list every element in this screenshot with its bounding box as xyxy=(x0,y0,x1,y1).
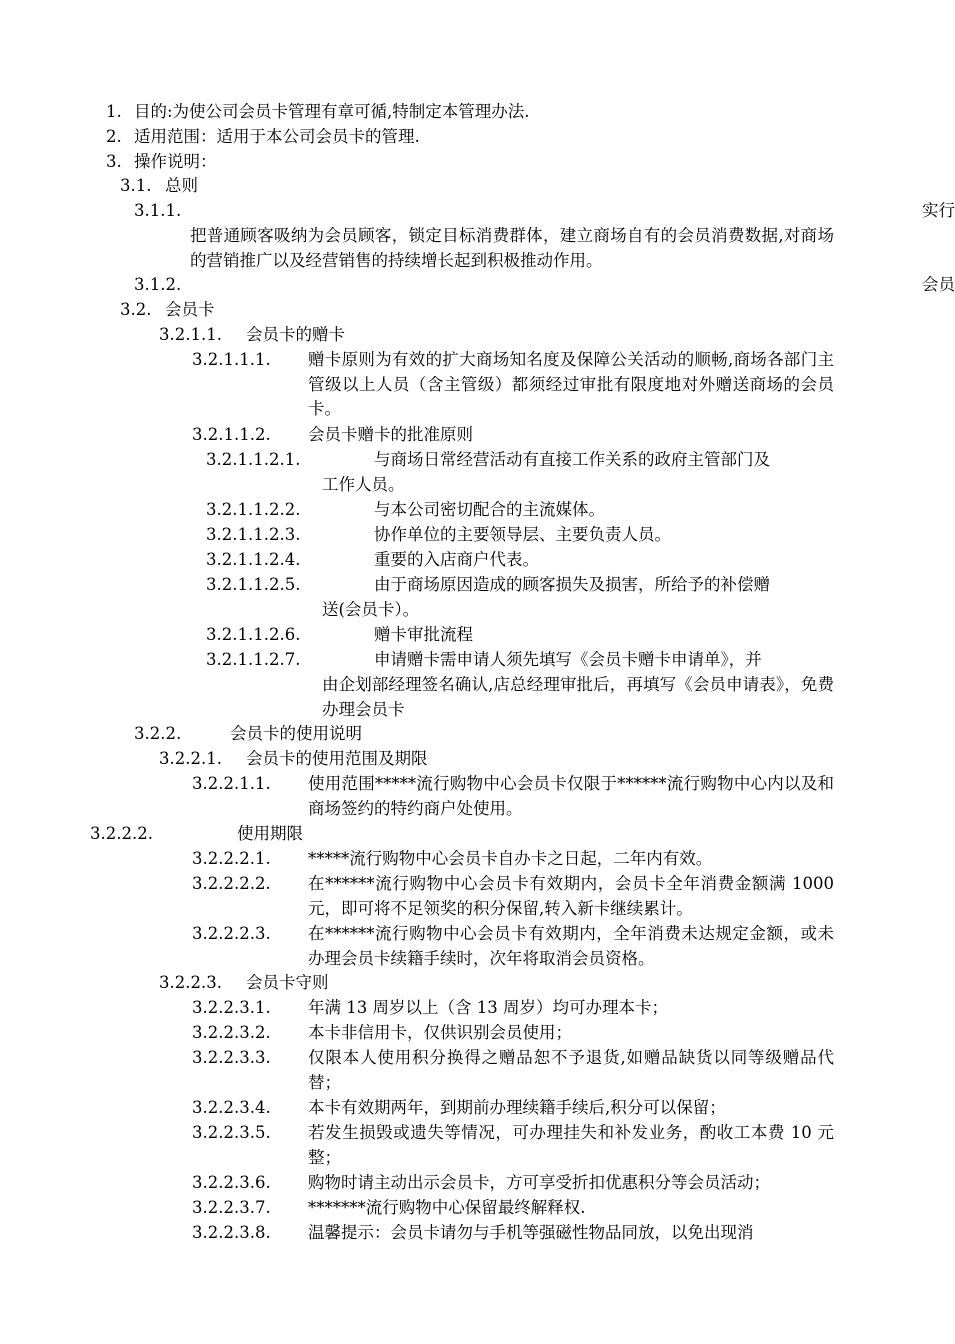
section-number: 3.2.2.3.4. xyxy=(192,1098,271,1117)
item-number: 3. xyxy=(106,152,122,171)
section-number: 3.1.2. xyxy=(134,275,182,294)
rule-text-cont: 工作人员。 xyxy=(322,475,405,494)
section-number: 3.2.2.2.2. xyxy=(192,874,271,893)
clipped-text: 实行 xyxy=(922,201,955,220)
section-number: 3.2.2.1. xyxy=(159,749,222,768)
item-text: *****流行购物中心会员卡自办卡之日起，二年内有效。 xyxy=(308,849,713,868)
rule-text: 协作单位的主要领导层、主要负责人员。 xyxy=(374,525,671,544)
rule-text: 申请赠卡需申请人须先填写《会员卡赠卡申请单》，并 xyxy=(374,650,762,669)
section-title: 会员卡的使用说明 xyxy=(230,724,362,743)
rule-text: 重要的入店商户代表。 xyxy=(374,550,539,569)
item-text: 本卡非信用卡，仅供识别会员使用； xyxy=(308,1023,572,1042)
section-number: 3.2.1.1.2. xyxy=(192,425,271,444)
rule-number: 3.2.1.1.2.6. xyxy=(206,625,301,644)
section-title: 会员卡赠卡的批准原则 xyxy=(308,425,473,444)
item-text: 操作说明： xyxy=(134,152,217,171)
paragraph: 若发生损毁或遗失等情况，可办理挂失和补发业务，酌收工本费 10 元整； xyxy=(308,1123,834,1167)
section-number: 3.2.2.3.2. xyxy=(192,1023,271,1042)
section-number: 3.2.2.3.5. xyxy=(192,1123,271,1142)
paragraph: 赠卡原则为有效的扩大商场知名度及保障公关活动的顺畅,商场各部门主管级以上人员（含主管级）都须经过审批有限度地对外赠送商场的会员卡。 xyxy=(308,350,834,418)
section-number: 3.2.1.1. xyxy=(159,325,222,344)
rule-number: 3.2.1.1.2.1. xyxy=(206,450,301,469)
item-text: *******流行购物中心保留最终解释权. xyxy=(308,1198,586,1217)
paragraph: 使用范围*****流行购物中心会员卡仅限于******流行购物中心内以及和商场签约的特约商户处使用。 xyxy=(308,774,834,818)
rule-text: 赠卡审批流程 xyxy=(374,625,473,644)
section-number: 3.2.2.3.8. xyxy=(192,1223,271,1242)
rule-text: 与商场日常经营活动有直接工作关系的政府主管部门及 xyxy=(374,450,770,469)
item-number: 2. xyxy=(106,127,122,146)
rule-text: 与本公司密切配合的主流媒体。 xyxy=(374,500,605,519)
rule-number: 3.2.1.1.2.3. xyxy=(206,525,301,544)
section-number: 3.2.2.3.7. xyxy=(192,1198,271,1217)
rule-text: 由于商场原因造成的顾客损失及损害，所给予的补偿赠 xyxy=(374,575,770,594)
item-text: 购物时请主动出示会员卡，方可享受折扣优惠积分等会员活动； xyxy=(308,1173,770,1192)
section-title: 会员卡的使用范围及期限 xyxy=(246,749,428,768)
section-number: 3.2.2. xyxy=(134,724,182,743)
section-number: 3.2.2.1.1. xyxy=(192,774,271,793)
section-number: 3.2.2.3.1. xyxy=(192,998,271,1017)
item-number: 1. xyxy=(106,102,122,121)
rule-number: 3.2.1.1.2.2. xyxy=(206,500,301,519)
section-title: 会员卡守则 xyxy=(246,973,329,992)
section-title: 使用期限 xyxy=(237,824,303,843)
section-number: 3.2.2.2.1. xyxy=(192,849,271,868)
section-number: 3.2.2.2. xyxy=(90,824,153,843)
item-text: 适用范围：适用于本公司会员卡的管理. xyxy=(134,127,420,146)
section-title: 会员卡的赠卡 xyxy=(246,325,345,344)
rule-text-cont: 由企划部经理签名确认,店总经理审批后，再填写《会员申请表》，免费办理会员卡 xyxy=(322,675,834,719)
paragraph: 在******流行购物中心会员卡有效期内，全年消费未达规定金额，或未办理会员卡续籍手续时，次年将取消会员资格。 xyxy=(308,924,834,968)
clipped-text: 会员 xyxy=(922,275,955,294)
rule-number: 3.2.1.1.2.5. xyxy=(206,575,301,594)
section-number: 3.2.2.3. xyxy=(159,973,222,992)
section-title: 总则 xyxy=(165,176,198,195)
section-number: 3.1. xyxy=(120,176,152,195)
section-number: 3.2.2.3.6. xyxy=(192,1173,271,1192)
section-number: 3.1.1. xyxy=(134,201,182,220)
item-text: 年满 13 周岁以上（含 13 周岁）均可办理本卡； xyxy=(308,998,668,1017)
section-number: 3.2.2.2.3. xyxy=(192,924,271,943)
section-title: 会员卡 xyxy=(165,300,215,319)
item-text: 温馨提示：会员卡请勿与手机等强磁性物品同放，以免出现消 xyxy=(308,1223,754,1242)
rule-number: 3.2.1.1.2.7. xyxy=(206,650,301,669)
section-number: 3.2.1.1.1. xyxy=(192,350,271,369)
rule-text-cont: 送(会员卡）。 xyxy=(322,600,420,619)
item-text: 目的:为使公司会员卡管理有章可循,特制定本管理办法. xyxy=(134,102,530,121)
paragraph: 在******流行购物中心会员卡有效期内，会员卡全年消费金额满 1000 元，即可将不足领奖的积分保留,转入新卡继续累计。 xyxy=(308,874,834,918)
paragraph: 把普通顾客吸纳为会员顾客，锁定目标消费群体，建立商场自有的会员消费数据,对商场的营销推广以及经营销售的持续增长起到积极推动作用。 xyxy=(190,226,834,270)
paragraph: 仅限本人使用积分换得之赠品恕不予退货,如赠品缺货以同等级赠品代替； xyxy=(308,1048,834,1092)
rule-number: 3.2.1.1.2.4. xyxy=(206,550,301,569)
item-text: 本卡有效期两年，到期前办理续籍手续后,积分可以保留； xyxy=(308,1098,726,1117)
section-number: 3.2.2.3.3. xyxy=(192,1048,271,1067)
section-number: 3.2. xyxy=(120,300,152,319)
